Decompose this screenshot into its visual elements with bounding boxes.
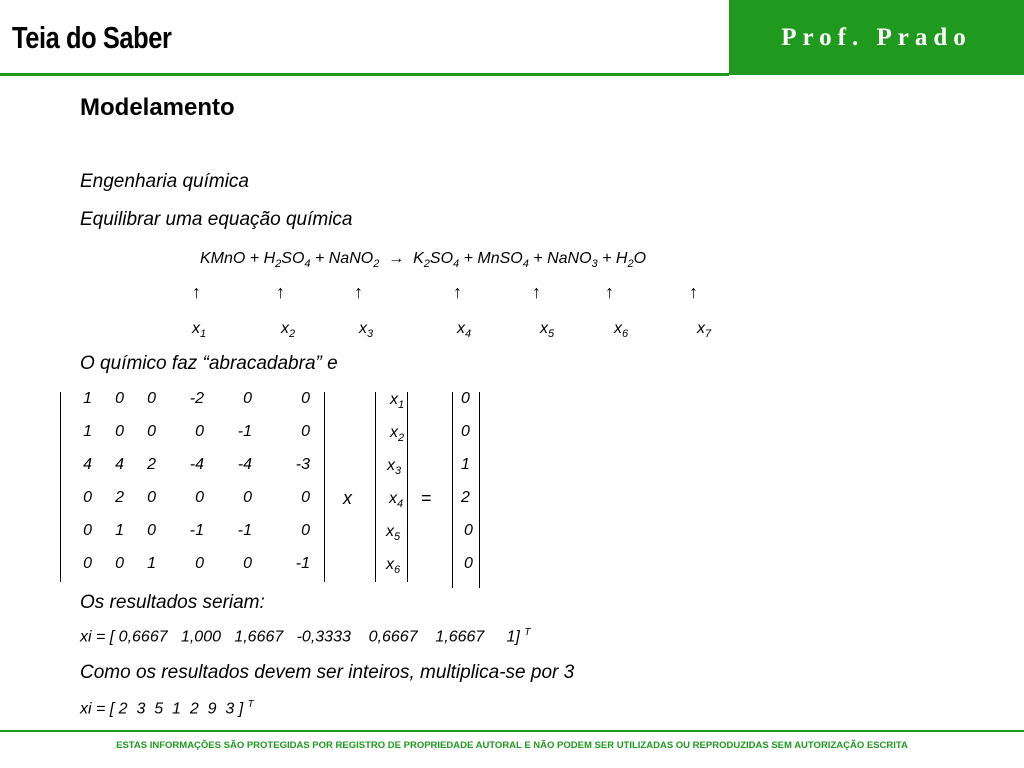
result-integer-text: xi = [ 2 3 5 1 2 9 3 ]	[80, 700, 244, 718]
author-banner	[729, 0, 1024, 75]
vector-b-cell: 0	[464, 555, 473, 572]
up-arrow-icon: ↑	[605, 282, 614, 302]
vector-x6: $x_6$	[386, 556, 401, 577]
reactant-nano2: NaNO$_2$	[328, 250, 380, 271]
product-nano3: NaNO$_3$	[547, 250, 598, 271]
variable-x1: $x_1$	[192, 320, 207, 341]
matrix-cell: 2	[147, 456, 156, 473]
author-name: Prof. Prado	[781, 24, 972, 51]
matrix-cell: -1	[189, 522, 204, 539]
matrix-cell: 0	[243, 555, 252, 572]
paragraph-topic: Engenharia química	[80, 171, 249, 192]
matrix-cell: -1	[237, 423, 252, 440]
vector-x1: $x_1$	[390, 391, 405, 412]
matrix-cell: 0	[115, 555, 124, 572]
paragraph-task: Equilibrar uma equação química	[80, 209, 353, 230]
matrix-cell: -1	[295, 555, 310, 572]
matrix-cell: 0	[301, 423, 310, 440]
matrix-cell: 0	[147, 489, 156, 506]
matrix-cell: 1	[83, 390, 92, 407]
vector-x3: $x_3$	[387, 457, 402, 478]
matrix-cell: 0	[243, 390, 252, 407]
matrix-cell: 0	[301, 489, 310, 506]
variable-x6: $x_6$	[614, 320, 629, 341]
page-title: Modelamento	[80, 94, 235, 121]
matrix-cell: 0	[195, 423, 204, 440]
up-arrow-icon: ↑	[689, 282, 698, 302]
variable-x7: $x_7$	[697, 320, 712, 341]
product-k2so4: $K_2SO_4$	[413, 250, 460, 271]
matrix-cell: 0	[83, 489, 92, 506]
up-arrow-icon: ↑	[532, 282, 541, 302]
up-arrow-icon: ↑	[453, 282, 462, 302]
up-arrow-icon: ↑	[276, 282, 285, 302]
matrix-cell: 1	[83, 423, 92, 440]
matrix-cell: -3	[295, 456, 310, 473]
transpose-mark: T	[247, 699, 254, 710]
reactant-h2so4: $H_2SO_4$	[263, 250, 311, 271]
matrix-cell: 4	[115, 456, 124, 473]
copyright-notice: ESTAS INFORMAÇÕES SÃO PROTEGIDAS POR REGISTRO DE PROPRIEDADE AUTORAL E NÃO PODEM SER UTILIZADAS OU REPRODUZIDAS SEM AUTORIZAÇÃO ESCRITA	[116, 740, 908, 751]
matrix-cell: 0	[195, 489, 204, 506]
result-decimal-vector	[80, 627, 530, 646]
vector-b-cell: 0	[461, 423, 470, 440]
chemical-equation: KMnO + $H_2SO_4$ + NaNO$_2$ → $K_2SO_4$ + MnSO$_4$ + NaNO$_3$ + $H_2O$	[200, 250, 647, 271]
matrix-cell: 0	[243, 489, 252, 506]
header-divider	[0, 73, 729, 76]
vector-b-cell: 0	[464, 522, 473, 539]
matrix-cell: 0	[83, 522, 92, 539]
vector-b-left-bracket	[452, 392, 453, 588]
site-title: Teia do Saber	[12, 20, 172, 55]
up-arrow-icon: ↑	[192, 282, 201, 302]
up-arrow-icon: ↑	[354, 282, 363, 302]
vector-b-right-bracket	[479, 392, 480, 588]
footer-divider	[0, 730, 1024, 732]
variable-x4: $x_4$	[457, 320, 472, 341]
result-decimal-text: xi = [ 0,6667 1,000 1,6667 -0,3333 0,6667 1,6667 1]	[80, 628, 520, 646]
matrix-cell: 0	[301, 390, 310, 407]
vector-x-right-bracket	[407, 392, 408, 582]
vector-b-cell: 2	[461, 489, 470, 506]
matrix-cell: 0	[115, 423, 124, 440]
matrix-cell: 0	[115, 390, 124, 407]
matrix-cell: 0	[147, 423, 156, 440]
matrix-cell: 1	[147, 555, 156, 572]
matrix-cell: 0	[147, 390, 156, 407]
matrix-cell: -4	[189, 456, 204, 473]
paragraph-results: Os resultados seriam:	[80, 592, 265, 613]
transpose-mark: T	[524, 627, 531, 638]
reactant-kmno: KMnO	[200, 250, 246, 267]
matrix-right-bracket	[324, 392, 325, 582]
vector-x-left-bracket	[375, 392, 376, 582]
matrix-cell: 0	[83, 555, 92, 572]
product-mnso4: MnSO$_4$	[477, 250, 529, 271]
vector-b-cell: 1	[461, 456, 470, 473]
matrix-left-bracket	[60, 392, 61, 582]
vector-b-cell: 0	[461, 390, 470, 407]
matrix-cell: 0	[195, 555, 204, 572]
variable-x3: $x_3$	[359, 320, 374, 341]
matrix-cell: -4	[237, 456, 252, 473]
reaction-arrow: →	[388, 250, 405, 267]
matrix-cell: -1	[237, 522, 252, 539]
multiply-sign: x	[343, 488, 352, 508]
vector-x5: $x_5$	[386, 523, 401, 544]
matrix-cell: 0	[147, 522, 156, 539]
matrix-cell: 2	[115, 489, 124, 506]
variable-x2: $x_2$	[281, 320, 296, 341]
paragraph-magic: O químico faz “abracadabra” e	[80, 353, 338, 374]
equals-sign: =	[421, 488, 432, 508]
matrix-cell: 4	[83, 456, 92, 473]
matrix-cell: -2	[189, 390, 204, 407]
matrix-cell: 1	[115, 522, 124, 539]
paragraph-integer: Como os resultados devem ser inteiros, multiplica-se por 3	[80, 662, 575, 683]
product-h2o: $H_2O$	[615, 250, 647, 271]
variable-x5: $x_5$	[540, 320, 555, 341]
matrix-cell: 0	[301, 522, 310, 539]
vector-x4: $x_4$	[389, 490, 404, 511]
vector-x2: $x_2$	[390, 424, 405, 445]
result-integer-vector	[80, 699, 254, 718]
